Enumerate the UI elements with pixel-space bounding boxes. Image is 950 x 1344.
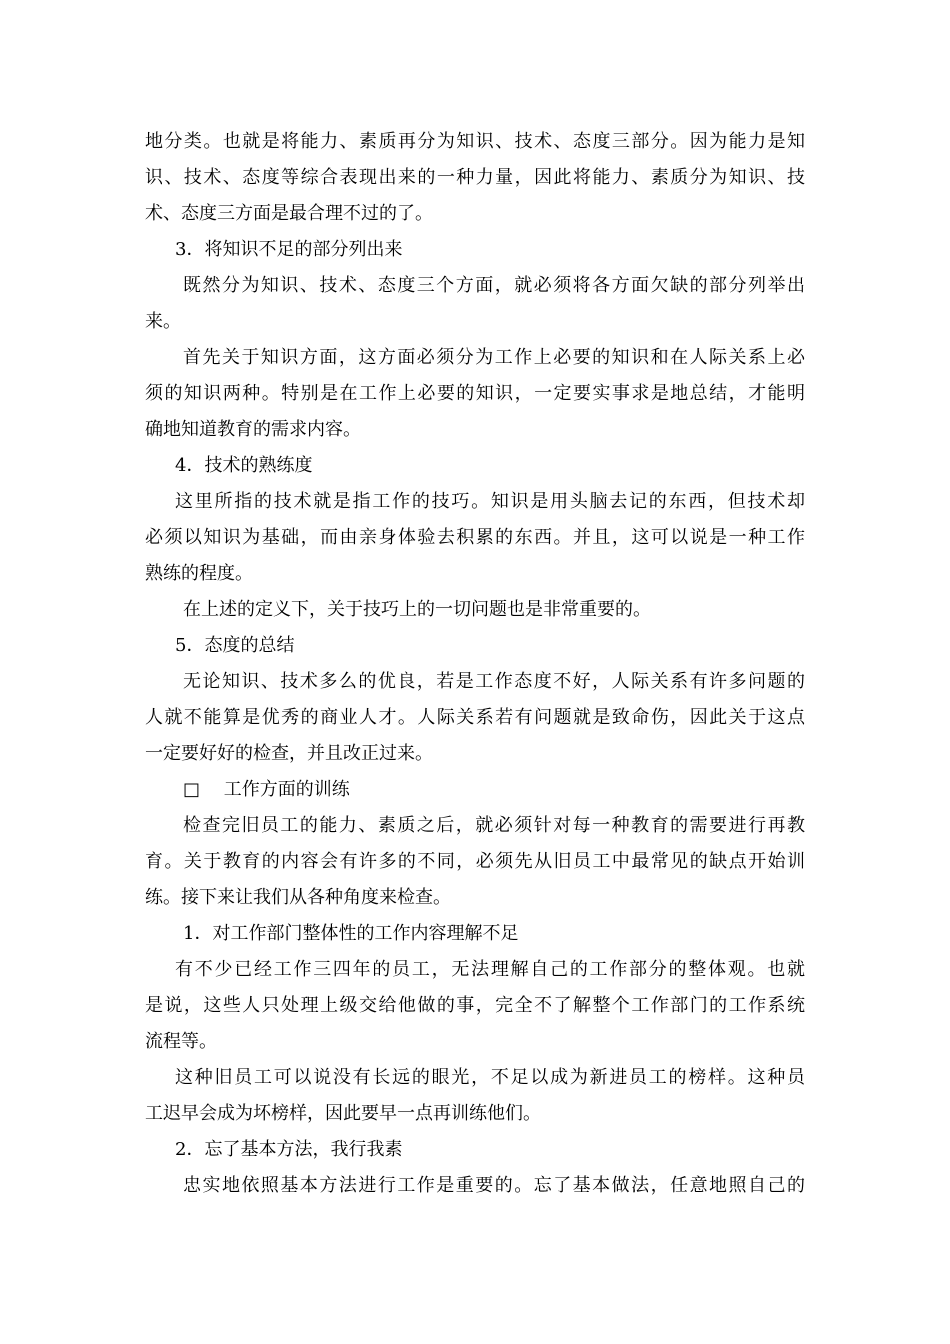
paragraph-line: 这里所指的技术就是指工作的技巧。知识是用头脑去记的东西，但技术却 — [175, 491, 805, 512]
paragraph-line: 流程等。 — [145, 1031, 217, 1052]
paragraph-line: 一定要好好的检查，并且改正过来。 — [145, 743, 433, 764]
paragraph-line: 忠实地依照基本方法进行工作是重要的。忘了基本做法，任意地照自己的 — [183, 1175, 805, 1196]
paragraph-line: 地分类。也就是将能力、素质再分为知识、技术、态度三部分。因为能力是知 — [145, 131, 805, 152]
paragraph-line: 这种旧员工可以说没有长远的眼光，不足以成为新进员工的榜样。这种员 — [175, 1067, 805, 1088]
paragraph-line: 来。 — [145, 311, 181, 332]
section-heading: □ 工作方面的训练 — [183, 779, 350, 800]
paragraph-line: 须的知识两种。特别是在工作上必要的知识，一定要实事求是地总结，才能明 — [145, 383, 805, 404]
paragraph-line: 术、态度三方面是最合理不过的了。 — [145, 203, 433, 224]
paragraph-line: 必须以知识为基础，而由亲身体验去积累的东西。并且，这可以说是一种工作 — [145, 527, 805, 548]
paragraph-line: 检查完旧员工的能力、素质之后，就必须针对每一种教育的需要进行再教 — [183, 815, 805, 836]
paragraph-line: 2．忘了基本方法，我行我素 — [175, 1139, 403, 1160]
paragraph-line: 3．将知识不足的部分列出来 — [175, 239, 403, 260]
paragraph-line: 有不少已经工作三四年的员工，无法理解自己的工作部分的整体观。也就 — [175, 959, 805, 980]
paragraph-line: 是说，这些人只处理上级交给他做的事，完全不了解整个工作部门的工作系统 — [145, 995, 805, 1016]
paragraph-line: 在上述的定义下，关于技巧上的一切问题也是非常重要的。 — [183, 599, 651, 620]
paragraph-line: 确地知道教育的需求内容。 — [145, 419, 361, 440]
paragraph-line: 熟练的程度。 — [145, 563, 253, 584]
paragraph-line: 育。关于教育的内容会有许多的不同，必须先从旧员工中最常见的缺点开始训 — [145, 851, 805, 872]
paragraph-line: 工迟早会成为坏榜样，因此要早一点再训练他们。 — [145, 1103, 541, 1124]
paragraph-line: 5．态度的总结 — [175, 635, 295, 656]
paragraph-line: 识、技术、态度等综合表现出来的一种力量，因此将能力、素质分为知识、技 — [145, 167, 805, 188]
paragraph-line: 1．对工作部门整体性的工作内容理解不足 — [183, 923, 519, 944]
paragraph-line: 4．技术的熟练度 — [175, 455, 313, 476]
paragraph-line: 练。接下来让我们从各种角度来检查。 — [145, 887, 451, 908]
paragraph-line: 人就不能算是优秀的商业人才。人际关系若有问题就是致命伤，因此关于这点 — [145, 707, 805, 728]
paragraph-line: 无论知识、技术多么的优良，若是工作态度不好，人际关系有许多问题的 — [183, 671, 805, 692]
paragraph-line: 既然分为知识、技术、态度三个方面，就必须将各方面欠缺的部分列举出 — [183, 275, 805, 296]
paragraph-line: 首先关于知识方面，这方面必须分为工作上必要的知识和在人际关系上必 — [183, 347, 805, 368]
